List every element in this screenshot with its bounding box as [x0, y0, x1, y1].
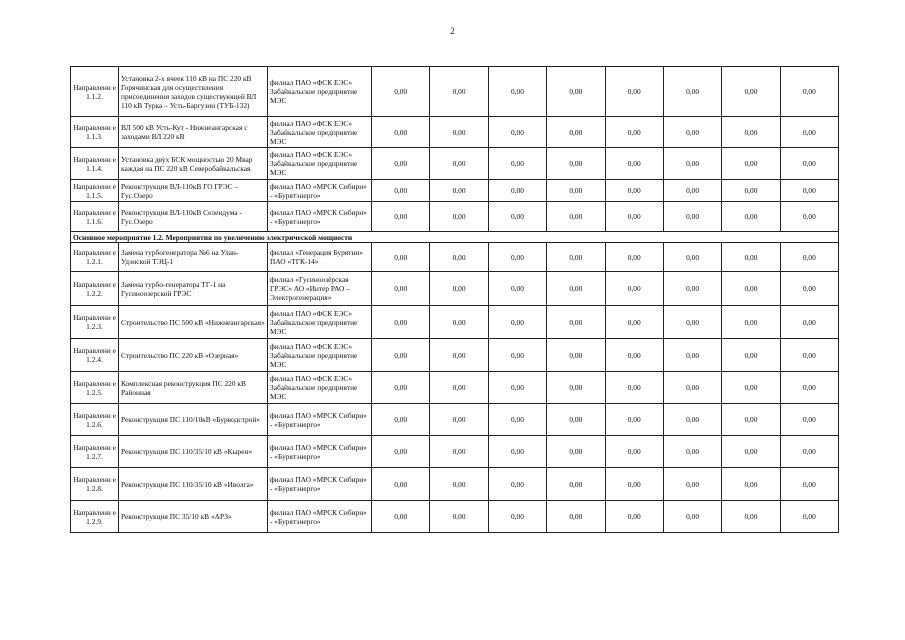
value-cell: 0,00: [488, 436, 546, 468]
measure-code: Направлени е 1.2.4.: [71, 339, 119, 372]
value-cell: 0,00: [780, 339, 838, 372]
responsible-organization: филиал ПАО «МРСК Сибири» - «Бурятэнерго»: [268, 501, 372, 533]
value-cell: 0,00: [488, 306, 546, 339]
value-cell: 0,00: [722, 272, 780, 306]
value-cell: 0,00: [605, 404, 663, 436]
value-cell: 0,00: [488, 148, 546, 180]
measure-code: Направлени е 1.2.2.: [71, 272, 119, 306]
table-row: [71, 436, 839, 468]
value-cell: 0,00: [780, 180, 838, 202]
measure-code: Направлени е 1.2.7.: [71, 436, 119, 468]
measure-code: Направлени е 1.1.2.: [71, 67, 119, 117]
value-cell: 0,00: [372, 501, 430, 533]
table-row: [71, 202, 839, 232]
value-cell: 0,00: [430, 468, 488, 501]
table-row: [71, 339, 839, 372]
value-cell: 0,00: [722, 243, 780, 272]
value-cell: 0,00: [372, 272, 430, 306]
value-cell: 0,00: [488, 468, 546, 501]
value-cell: 0,00: [722, 468, 780, 501]
value-cell: 0,00: [780, 67, 838, 117]
measure-description: Строительство ПС 220 кВ «Озерная»: [119, 339, 268, 372]
value-cell: 0,00: [488, 67, 546, 117]
measure-description: Реконструкция ВЛ-110кВ ГО ГРЭС – Гус.Озеро: [119, 180, 268, 202]
table-body: [71, 67, 839, 533]
value-cell: 0,00: [722, 501, 780, 533]
value-cell: 0,00: [605, 372, 663, 404]
value-cell: 0,00: [780, 436, 838, 468]
value-cell: 0,00: [372, 243, 430, 272]
value-cell: 0,00: [372, 468, 430, 501]
measure-code: Направлени е 1.1.5.: [71, 180, 119, 202]
value-cell: 0,00: [430, 306, 488, 339]
responsible-organization: филиал ПАО «ФСК ЕЭС» Забайкальское предприятие МЭС: [268, 339, 372, 372]
value-cell: 0,00: [430, 243, 488, 272]
table-row: [71, 404, 839, 436]
value-cell: 0,00: [780, 243, 838, 272]
value-cell: 0,00: [663, 436, 721, 468]
value-cell: 0,00: [663, 372, 721, 404]
value-cell: 0,00: [430, 501, 488, 533]
measure-code: Направлени е 1.2.1.: [71, 243, 119, 272]
value-cell: 0,00: [488, 404, 546, 436]
value-cell: 0,00: [372, 67, 430, 117]
value-cell: 0,00: [722, 306, 780, 339]
value-cell: 0,00: [663, 339, 721, 372]
value-cell: 0,00: [488, 117, 546, 148]
responsible-organization: филиал ПАО «ФСК ЕЭС» Забайкальское предприятие МЭС: [268, 67, 372, 117]
value-cell: 0,00: [780, 468, 838, 501]
responsible-organization: филиал «Генерация Бурятии» ПАО «ТГК-14»: [268, 243, 372, 272]
value-cell: 0,00: [663, 243, 721, 272]
value-cell: 0,00: [430, 272, 488, 306]
measure-description: Реконструкция ПС 110/35/10 кВ «Иволга»: [119, 468, 268, 501]
table-row: [71, 272, 839, 306]
table-row: [71, 372, 839, 404]
value-cell: 0,00: [722, 372, 780, 404]
value-cell: 0,00: [663, 180, 721, 202]
value-cell: 0,00: [605, 243, 663, 272]
table-row: [71, 180, 839, 202]
measure-code: Направлени е 1.2.3.: [71, 306, 119, 339]
table-row: [71, 117, 839, 148]
measure-description: Замена турбо-генератора ТГ-1 на Гусиноозерской ГРЭС: [119, 272, 268, 306]
measure-description: Установка 2-х ячеек 110 кВ на ПС 220 кВ Горячинская для осуществления присоединения заходов существующей ВЛ 110 кВ Турка – Усть-Баргузин (ТУБ-132): [119, 67, 268, 117]
value-cell: 0,00: [488, 339, 546, 372]
value-cell: 0,00: [547, 272, 605, 306]
measure-description: ВЛ 500 кВ Усть-Кут - Нижнеангарская с заходами ВЛ 220 кВ: [119, 117, 268, 148]
measure-code: Направлени е 1.1.6.: [71, 202, 119, 232]
value-cell: 0,00: [722, 67, 780, 117]
value-cell: 0,00: [722, 436, 780, 468]
value-cell: 0,00: [547, 67, 605, 117]
value-cell: 0,00: [663, 306, 721, 339]
value-cell: 0,00: [605, 436, 663, 468]
value-cell: 0,00: [488, 202, 546, 232]
value-cell: 0,00: [605, 148, 663, 180]
value-cell: 0,00: [663, 148, 721, 180]
value-cell: 0,00: [430, 67, 488, 117]
value-cell: 0,00: [780, 202, 838, 232]
section-row: [71, 232, 839, 243]
value-cell: 0,00: [780, 117, 838, 148]
value-cell: 0,00: [605, 180, 663, 202]
responsible-organization: филиал ПАО «ФСК ЕЭС» Забайкальское предприятие МЭС: [268, 117, 372, 148]
value-cell: 0,00: [780, 148, 838, 180]
value-cell: 0,00: [605, 339, 663, 372]
table-row: [71, 243, 839, 272]
measure-code: Направлени е 1.2.6.: [71, 404, 119, 436]
value-cell: 0,00: [663, 117, 721, 148]
value-cell: 0,00: [372, 372, 430, 404]
value-cell: 0,00: [372, 148, 430, 180]
value-cell: 0,00: [722, 202, 780, 232]
responsible-organization: филиал ПАО «МРСК Сибири» - «Бурятэнерго»: [268, 404, 372, 436]
value-cell: 0,00: [722, 117, 780, 148]
value-cell: 0,00: [547, 436, 605, 468]
table-row: [71, 468, 839, 501]
value-cell: 0,00: [430, 372, 488, 404]
measure-description: Установка двух БСК мощностью 20 Мвар каждая на ПС 220 кВ Северобайкальская: [119, 148, 268, 180]
value-cell: 0,00: [547, 243, 605, 272]
value-cell: 0,00: [663, 468, 721, 501]
value-cell: 0,00: [663, 272, 721, 306]
responsible-organization: филиал ПАО «МРСК Сибири» - «Бурятэнерго»: [268, 468, 372, 501]
responsible-organization: филиал «Гусиноозёрская ГРЭС» АО «Интер РАО – Электрогенерация»: [268, 272, 372, 306]
responsible-organization: филиал ПАО «МРСК Сибири» - «Бурятэнерго»: [268, 180, 372, 202]
section-title: Основное мероприятие 1.2. Мероприятия по увеличению электрической мощности: [71, 232, 839, 243]
value-cell: 0,00: [488, 272, 546, 306]
value-cell: 0,00: [547, 202, 605, 232]
value-cell: 0,00: [605, 202, 663, 232]
value-cell: 0,00: [605, 272, 663, 306]
value-cell: 0,00: [605, 67, 663, 117]
responsible-organization: филиал ПАО «МРСК Сибири» - «Бурятэнерго»: [268, 436, 372, 468]
measure-code: Направлени е 1.1.4.: [71, 148, 119, 180]
value-cell: 0,00: [488, 180, 546, 202]
measure-code: Направлени е 1.2.8.: [71, 468, 119, 501]
value-cell: 0,00: [722, 404, 780, 436]
value-cell: 0,00: [372, 306, 430, 339]
value-cell: 0,00: [547, 148, 605, 180]
table-row: [71, 501, 839, 533]
measure-code: Направлени е 1.2.5.: [71, 372, 119, 404]
value-cell: 0,00: [663, 404, 721, 436]
value-cell: 0,00: [605, 306, 663, 339]
value-cell: 0,00: [547, 306, 605, 339]
value-cell: 0,00: [547, 404, 605, 436]
value-cell: 0,00: [780, 372, 838, 404]
value-cell: 0,00: [372, 436, 430, 468]
value-cell: 0,00: [430, 202, 488, 232]
table-row: [71, 67, 839, 117]
value-cell: 0,00: [722, 148, 780, 180]
value-cell: 0,00: [372, 202, 430, 232]
value-cell: 0,00: [430, 339, 488, 372]
value-cell: 0,00: [547, 372, 605, 404]
value-cell: 0,00: [488, 372, 546, 404]
value-cell: 0,00: [547, 180, 605, 202]
value-cell: 0,00: [722, 339, 780, 372]
responsible-organization: филиал ПАО «ФСК ЕЭС» Забайкальское предприятие МЭС: [268, 372, 372, 404]
value-cell: 0,00: [372, 404, 430, 436]
measure-description: Строительство ПС 500 кВ «Нижнеангарская»: [119, 306, 268, 339]
table-row: [71, 148, 839, 180]
responsible-organization: филиал ПАО «МРСК Сибири» - «Бурятэнерго»: [268, 202, 372, 232]
value-cell: 0,00: [488, 243, 546, 272]
value-cell: 0,00: [372, 339, 430, 372]
responsible-organization: филиал ПАО «ФСК ЕЭС» Забайкальское предприятие МЭС: [268, 148, 372, 180]
value-cell: 0,00: [605, 468, 663, 501]
page-number: 2: [450, 26, 455, 36]
measure-code: Направлени е 1.1.3.: [71, 117, 119, 148]
table-row: [71, 306, 839, 339]
value-cell: 0,00: [605, 501, 663, 533]
value-cell: 0,00: [547, 501, 605, 533]
value-cell: 0,00: [547, 339, 605, 372]
value-cell: 0,00: [430, 117, 488, 148]
value-cell: 0,00: [780, 272, 838, 306]
value-cell: 0,00: [780, 404, 838, 436]
measure-description: Реконструкция ПС 110/35/10 кВ «Кырен»: [119, 436, 268, 468]
value-cell: 0,00: [663, 202, 721, 232]
value-cell: 0,00: [430, 148, 488, 180]
measure-description: Реконструкция ПС 35/10 кВ «АРЗ»: [119, 501, 268, 533]
value-cell: 0,00: [780, 306, 838, 339]
value-cell: 0,00: [430, 404, 488, 436]
value-cell: 0,00: [605, 117, 663, 148]
value-cell: 0,00: [663, 501, 721, 533]
value-cell: 0,00: [488, 501, 546, 533]
value-cell: 0,00: [663, 67, 721, 117]
measures-table: [70, 66, 839, 533]
value-cell: 0,00: [430, 180, 488, 202]
value-cell: 0,00: [780, 501, 838, 533]
value-cell: 0,00: [372, 180, 430, 202]
measure-code: Направлени е 1.2.9.: [71, 501, 119, 533]
value-cell: 0,00: [430, 436, 488, 468]
measure-description: Комплексная реконструкция ПС 220 кВ Районная: [119, 372, 268, 404]
value-cell: 0,00: [547, 468, 605, 501]
responsible-organization: филиал ПАО «ФСК ЕЭС» Забайкальское предприятие МЭС: [268, 306, 372, 339]
measure-description: Замена турбогенератора №6 на Улан-Удэнской ТЭЦ-1: [119, 243, 268, 272]
measure-description: Реконструкция ПС 110/10кВ «Бурводстрой»: [119, 404, 268, 436]
value-cell: 0,00: [547, 117, 605, 148]
measure-description: Реконструкция ВЛ-110кВ Селендума - Гус.Озеро: [119, 202, 268, 232]
value-cell: 0,00: [722, 180, 780, 202]
value-cell: 0,00: [372, 117, 430, 148]
